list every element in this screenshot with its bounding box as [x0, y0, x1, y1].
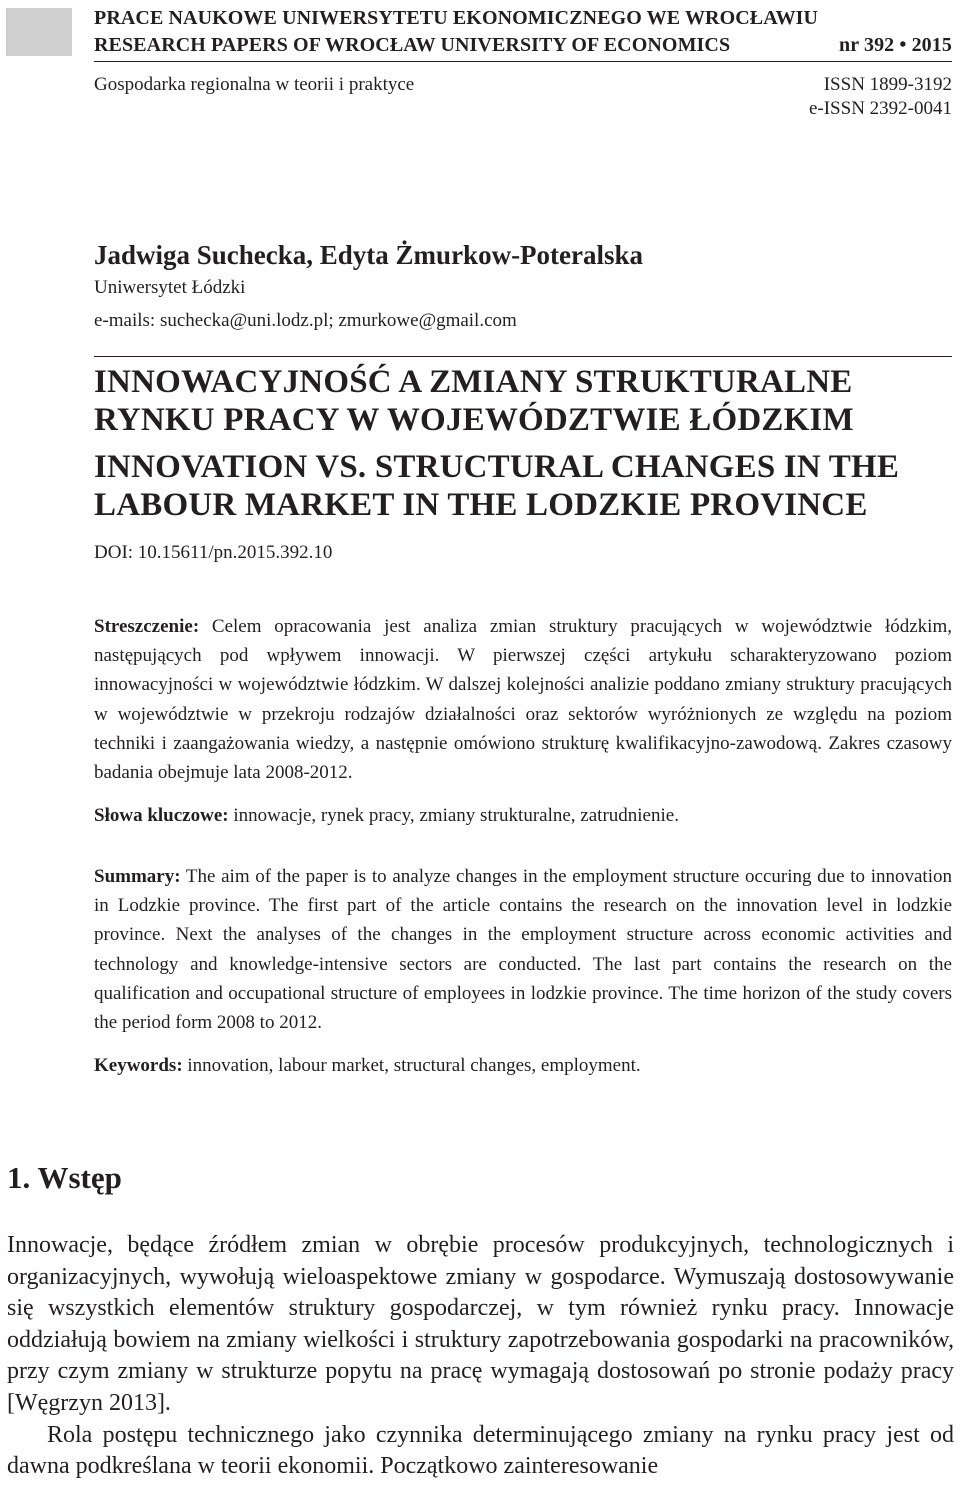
eissn: e-ISSN 2392-0041	[808, 98, 952, 119]
body-paragraph: Innowacje, będące źródłem zmian w obrębie procesów produkcyjnych, technologicznych i organizacyjnych, wywołują wieloaspektowe zmiany w gospodarce. Wymuszają dostosowywanie się wszystkich elementów struktury gospodarczej, w tym również rynku pracy. Innowacje oddziałują bowiem na zmiany wielkości i struktury zapotrzebowania gospodarki na pracowników, przy czym zmiany w strukturze popytu na pracę wymagają dostosowań po stronie podaży pracy [Węgrzyn 2013].	[7, 1232, 954, 1416]
abstract-polish-label: Streszczenie:	[94, 616, 200, 637]
author-emails: e-mails: suchecka@uni.lodz.pl; zmurkowe@gmail.com	[94, 310, 517, 331]
title-polish: INNOWACYJNOŚĆ A ZMIANY STRUKTURALNE RYNKU PRACY W WOJEWÓDZTWIE ŁÓDZKIM	[94, 364, 854, 438]
author-names: Jadwiga Suchecka, Edyta Żmurkow-Poteralska	[94, 240, 644, 270]
section-body	[7, 1230, 954, 1483]
body-paragraph: Rola postępu technicznego jako czynnika determinującego zmiany na rynku pracy jest od dawna podkreślana w teorii ekonomii. Początkowo zainteresowanie	[7, 1421, 954, 1480]
abstract-english-label: Summary:	[94, 866, 181, 887]
journal-title-en: RESEARCH PAPERS OF WROCŁAW UNIVERSITY OF ECONOMICS	[94, 34, 731, 56]
keywords-english	[94, 1051, 952, 1080]
title-rule	[94, 356, 952, 357]
header-gray-box	[6, 8, 72, 56]
journal-title-pl: PRACE NAUKOWE UNIWERSYTETU EKONOMICZNEGO WE WROCŁAWIU	[94, 7, 819, 29]
abstract-english	[94, 862, 952, 1037]
keywords-english-text: innovation, labour market, structural changes, employment.	[182, 1055, 641, 1076]
header-rule	[94, 61, 952, 62]
affiliation: Uniwersytet Łódzki	[94, 277, 246, 298]
keywords-english-label: Keywords:	[94, 1055, 183, 1076]
keywords-polish	[94, 801, 952, 830]
keywords-polish-label: Słowa kluczowe:	[94, 805, 229, 826]
title-english: INNOVATION VS. STRUCTURAL CHANGES IN THE LABOUR MARKET IN THE LODZKIE PROVINCE	[94, 449, 900, 523]
issn: ISSN 1899-3192	[823, 74, 952, 95]
abstract-english-text: The aim of the paper is to analyze changes in the employment structure occuring due to innovation in Lodzkie province. The first part of the article contains the research on the innovation level in lodzkie province. Next the analyses of the changes in the employment structure across economic activities and technology and knowledge-intensive sectors are conducted. The last part contains the research on the qualification and occupational structure of employees in lodzkie province. The time horizon of the study covers the period form 2008 to 2012.	[94, 866, 952, 1034]
journal-title-en-row	[94, 33, 952, 57]
abstract-polish-text: Celem opracowania jest analiza zmian struktury pracujących w województwie łódzkim, następujących pod wpływem innowacji. W pierwszej części artykułu scharakteryzowano poziom innowacyjności w województwie łódzkim. W dalszej kolejności analizie poddano zmiany struktury pracujących w województwie w przekroju rodzajów działalności oraz sektorów wyróżnionych ze względu na poziom techniki i zaangażowania wiedzy, a następnie omówiono strukturę kwalifikacyjno-zawodową. Zakres czasowy badania obejmuje lata 2008-2012.	[94, 616, 952, 784]
keywords-polish-text: innowacje, rynek pracy, zmiany strukturalne, zatrudnienie.	[228, 805, 679, 826]
series-name: Gospodarka regionalna w teorii i praktyce	[94, 74, 415, 95]
issn-block	[809, 73, 952, 121]
section-heading: 1. Wstęp	[7, 1160, 122, 1195]
abstract-polish	[94, 612, 952, 787]
doi: DOI: 10.15611/pn.2015.392.10	[94, 542, 333, 563]
issue-number: nr 392 • 2015	[839, 34, 952, 56]
